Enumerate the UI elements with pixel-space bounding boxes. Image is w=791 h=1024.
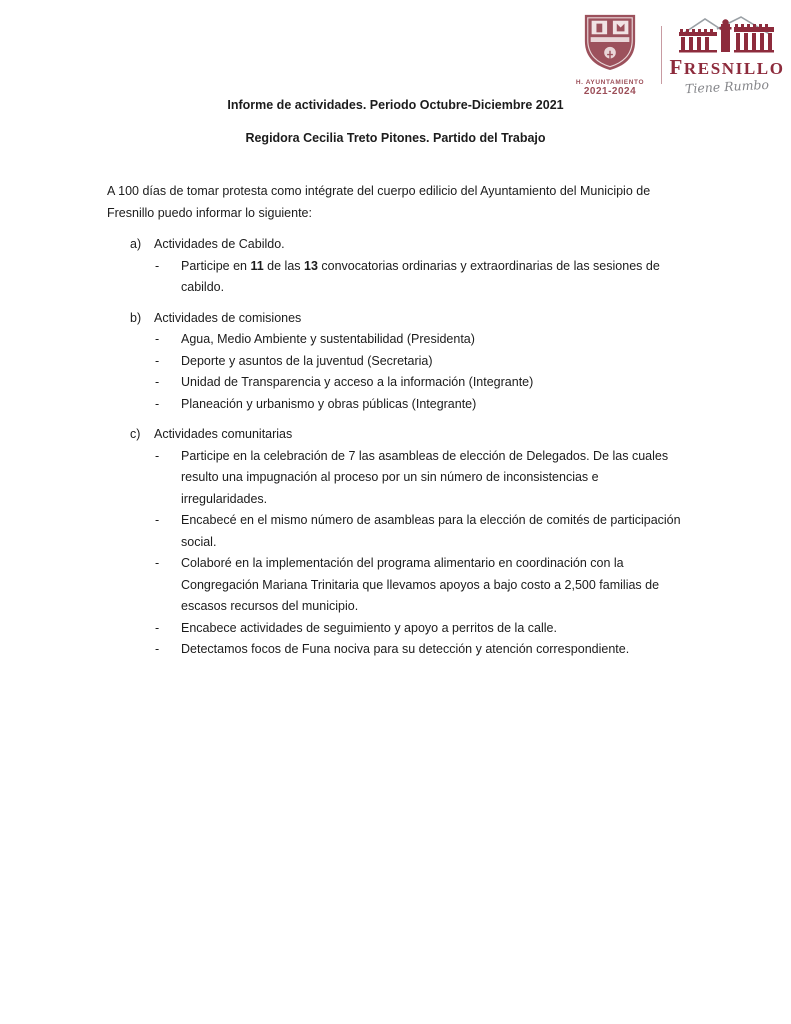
wordmark-block xyxy=(669,15,785,97)
monument-icon xyxy=(675,15,779,60)
section-c xyxy=(130,424,684,661)
list-item xyxy=(155,618,684,640)
term-years-label: 2021-2024 xyxy=(583,86,637,98)
list-item-text: Colaboré en la implementación del programa alimentario en coordinación con la Congregación Mariana Trinitaria que llevamos apoyos a bajo costo a 2,500 familias de escasos recursos del municipio. xyxy=(181,556,660,613)
dash-marker: - xyxy=(155,556,160,570)
list-item xyxy=(155,329,684,351)
coat-of-arms-icon xyxy=(581,12,639,77)
dash-marker: - xyxy=(155,620,160,635)
section-heading xyxy=(130,234,684,256)
list-item xyxy=(155,446,684,511)
list-item xyxy=(155,351,684,373)
list-item xyxy=(155,372,684,394)
logo-divider xyxy=(661,26,662,84)
ayuntamiento-label: H. AYUNTAMIENTO xyxy=(575,79,645,86)
report-body xyxy=(107,95,684,661)
dash-marker: - xyxy=(155,513,160,527)
list-item xyxy=(155,553,684,618)
list-item-text: Encabece actividades de seguimiento y apoyo a perritos de la calle. xyxy=(181,620,557,635)
list-item-text: Participe en 11 de las 13 convocatorias ordinarias y extraordinarias de las sesiones de cabildo. xyxy=(181,258,660,294)
city-tagline: Tiene Rumbo xyxy=(684,77,770,97)
section-marker: b) xyxy=(130,310,142,325)
section-heading-text: Actividades comunitarias xyxy=(154,427,293,441)
list-item-text: Agua, Medio Ambiente y sustentabilidad (Presidenta) xyxy=(181,332,475,346)
section-heading xyxy=(130,424,684,446)
dash-marker: - xyxy=(155,448,160,463)
section-heading xyxy=(130,308,684,330)
dash-marker: - xyxy=(155,353,160,368)
list-item-text: Unidad de Transparencia y acceso a la información (Integrante) xyxy=(181,375,534,389)
dash-marker: - xyxy=(155,375,160,389)
dash-marker: - xyxy=(155,332,160,346)
section-a xyxy=(130,234,684,299)
report-sections xyxy=(107,234,684,661)
section-items xyxy=(155,446,684,661)
list-item xyxy=(155,256,684,299)
section-marker: c) xyxy=(130,427,141,441)
section-heading-text: Actividades de Cabildo. xyxy=(154,237,285,251)
section-items xyxy=(155,329,684,415)
dash-marker: - xyxy=(155,396,160,411)
section-b xyxy=(130,308,684,416)
dash-marker: - xyxy=(155,258,160,273)
list-item-text: Encabecé en el mismo número de asambleas para la elección de comités de participación social. xyxy=(181,513,681,549)
fresnillo-logo xyxy=(568,12,783,98)
section-items xyxy=(155,256,684,299)
report-title: Informe de actividades. Periodo Octubre-Diciembre 2021 xyxy=(227,98,564,112)
list-item xyxy=(155,394,684,416)
crest-block xyxy=(568,12,652,98)
city-wordmark: FRESNILLO xyxy=(669,55,785,80)
list-item xyxy=(155,510,684,553)
intro-paragraph: A 100 días de tomar protesta como intégrate del cuerpo edilicio del Ayuntamiento del Municipio de Fresnillo puedo informar lo siguiente: xyxy=(107,184,651,220)
dash-marker: - xyxy=(155,642,160,656)
report-subtitle: Regidora Cecilia Treto Pitones. Partido del Trabajo xyxy=(245,130,546,145)
list-item-text: Planeación y urbanismo y obras públicas (Integrante) xyxy=(181,396,477,411)
list-item-text: Participe en la celebración de 7 las asambleas de elección de Delegados. De las cuales resulto una impugnación al proceso por un sin número de inconsistencias e irregularidades. xyxy=(181,448,669,506)
list-item xyxy=(155,639,684,661)
list-item-text: Detectamos focos de Funa nociva para su detección y atención correspondiente. xyxy=(181,642,630,656)
list-item-text: Deporte y asuntos de la juventud (Secretaria) xyxy=(181,353,433,368)
section-heading-text: Actividades de comisiones xyxy=(154,310,302,325)
section-marker: a) xyxy=(130,237,142,251)
